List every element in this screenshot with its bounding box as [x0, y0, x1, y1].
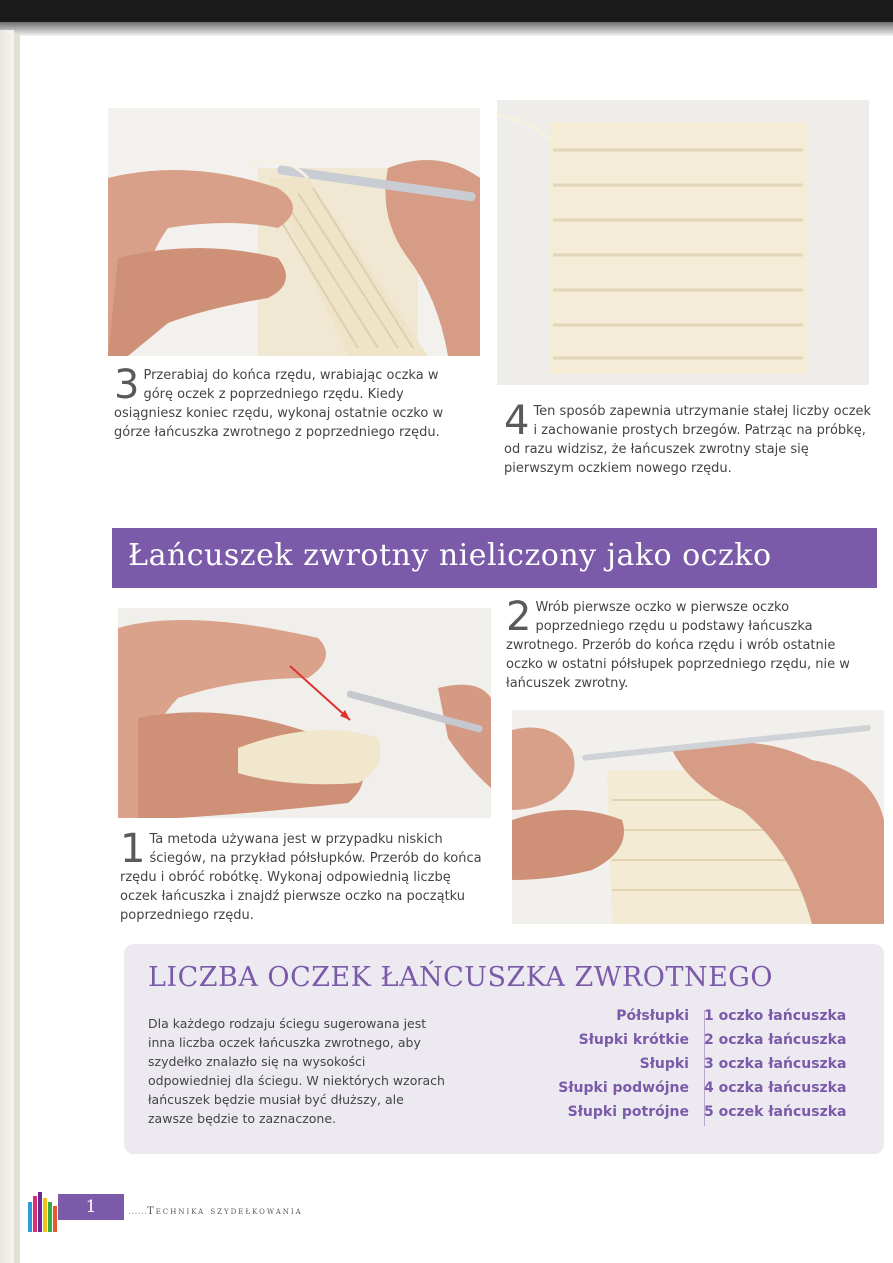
info-box-text: Dla każdego rodzaju ściegu sugerowana jest inna liczba oczek łańcuszka zwrotnego, aby szydełko znalazło się na wysokości odpowiedniej dla ściegu. W niektórych wzorach łańcuszek będzie musiał być dłuższy, ale zawsze będzie to zaznaczone.: [148, 1016, 445, 1126]
stitch-name: Słupki potrójne: [567, 1104, 689, 1120]
step-number: 1: [120, 826, 146, 872]
step-text: Ta metoda używana jest w przypadku niskich ściegów, na przykład półsłupków. Przerób do końca rzędu i obróć robótkę. Wykonaj odpowiednią liczbę oczek łańcuszka i znajdź pierwsze oczko na początku poprzedniego rzędu.: [120, 832, 482, 923]
page-number: 1: [58, 1194, 124, 1220]
info-box-title: LICZBA OCZEK ŁAŃCUSZKA ZWROTNEGO: [148, 962, 773, 993]
step-text: Przerabiaj do końca rzędu, wrabiając oczka w górę oczek z poprzedniego rzędu. Kiedy osiągniesz koniec rzędu, wykonaj ostatnie oczko w górze łańcuszka zwrotnego z poprzedniego rzędu.: [114, 368, 444, 440]
running-footer: ......Technika szydełkowania: [128, 1206, 303, 1217]
photo-step-1: [118, 608, 491, 818]
photo-step-2: [512, 710, 884, 924]
chain-count: 2 oczka łańcuszka: [704, 1032, 847, 1048]
step-text: Ten sposób zapewnia utrzymanie stałej liczby oczek i zachowanie prostych brzegów. Patrząc na próbkę, od razu widzisz, że łańcuszek zwrotny staje się pierwszym oczkiem nowego rzędu.: [504, 404, 872, 476]
scan-shadow: [0, 22, 893, 36]
stitch-name: Słupki krótkie: [578, 1032, 689, 1048]
scan-left-edge: [0, 30, 14, 1263]
stitch-name: Słupki: [639, 1056, 689, 1072]
step-2: [506, 594, 866, 693]
info-box: [124, 944, 884, 1154]
photo-step-4: [497, 100, 869, 385]
section-banner: [112, 528, 877, 588]
chain-count: 5 oczek łańcuszka: [704, 1104, 847, 1120]
step-1: [120, 826, 490, 925]
scan-page-stack: [14, 34, 20, 1263]
step-4: [504, 398, 872, 478]
step-number: 4: [504, 398, 530, 444]
step-number: 3: [114, 362, 140, 408]
stitch-name: Półsłupki: [616, 1008, 689, 1024]
stitch-name: Słupki podwójne: [558, 1080, 689, 1096]
chain-count: 1 oczko łańcuszka: [704, 1008, 847, 1024]
section-label: Technika szydełkowania: [147, 1206, 303, 1217]
step-3: [114, 362, 470, 442]
section-title: Łańcuszek zwrotny nieliczony jako oczko: [128, 538, 772, 573]
chain-count: 3 oczka łańcuszka: [704, 1056, 847, 1072]
scan-top-edge: [0, 0, 893, 22]
photo-step-3: [108, 108, 480, 356]
step-text: Wrób pierwsze oczko w pierwsze oczko poprzedniego rzędu u podstawy łańcuszka zwrotnego. Przerób do końca rzędu i wrób ostatnie oczko w ostatni półsłupek poprzedniego rzędu, nie w łańcuszek zwrotny.: [506, 600, 850, 691]
chain-count: 4 oczka łańcuszka: [704, 1080, 847, 1096]
step-number: 2: [506, 594, 532, 640]
